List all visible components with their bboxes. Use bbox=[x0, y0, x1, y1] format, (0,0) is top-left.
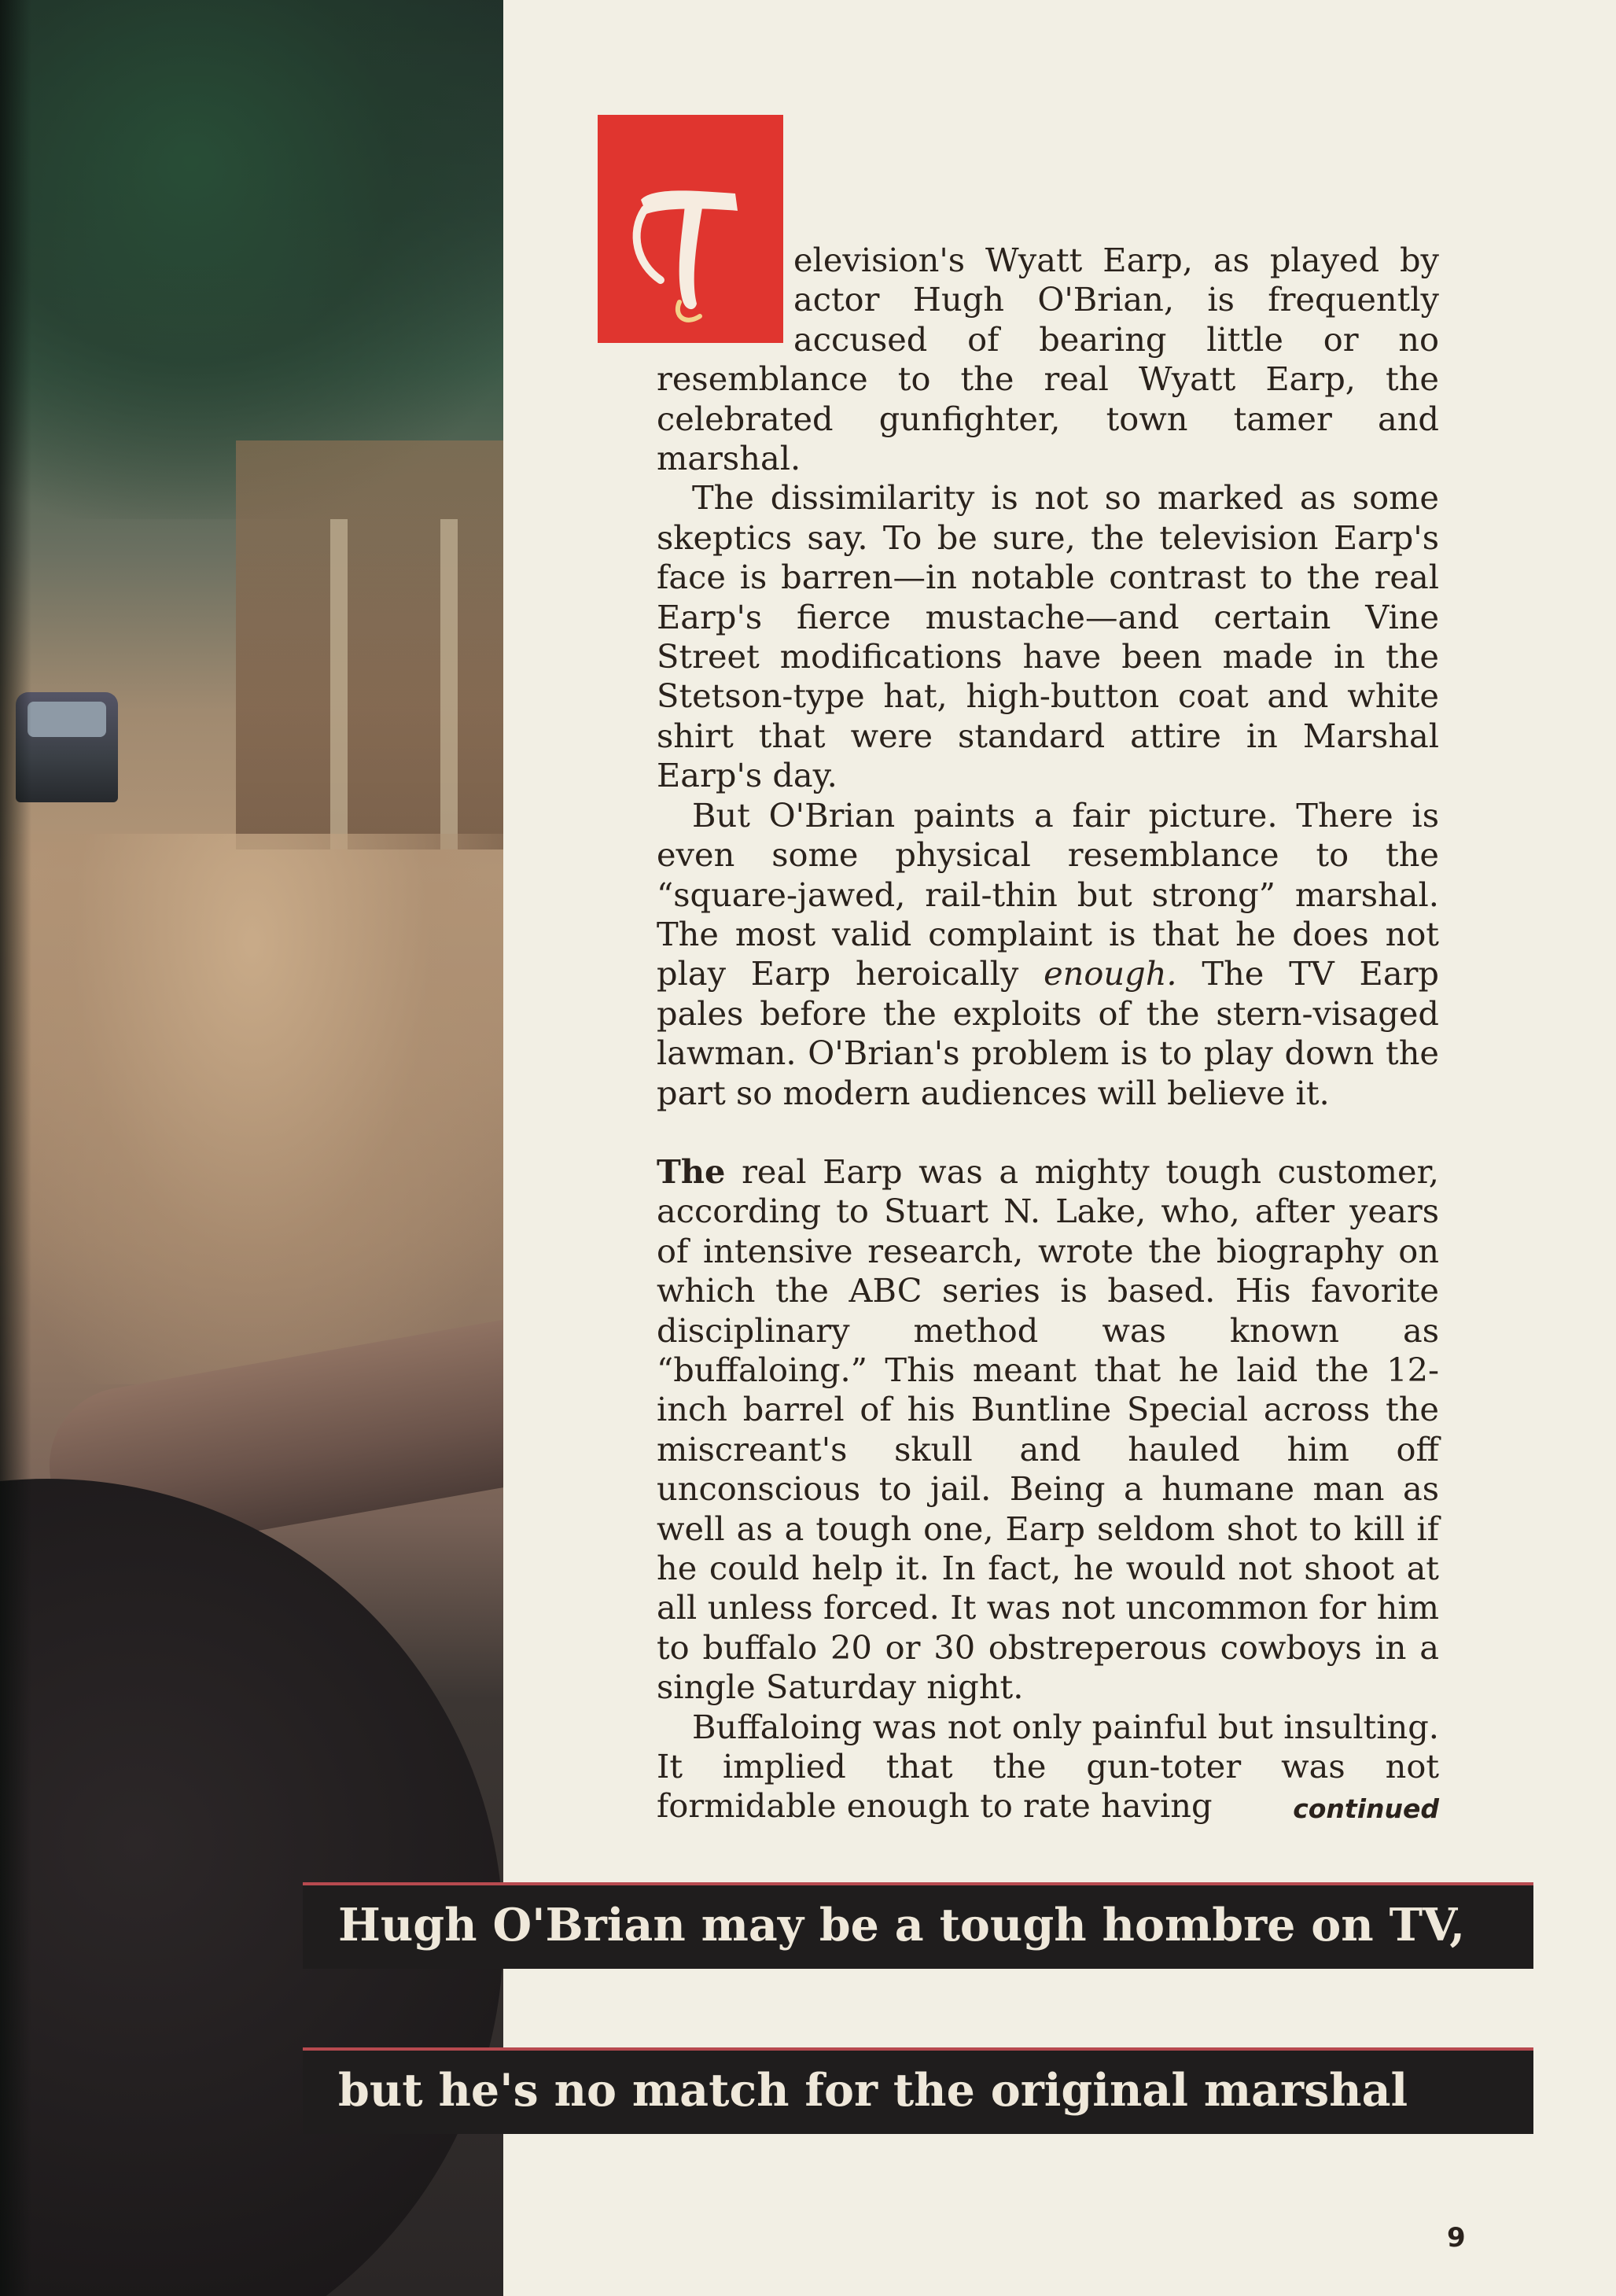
photo-street bbox=[0, 834, 503, 1384]
article-paragraph: The real Earp was a mighty tough customer, according to Stuart N. Lake, who, after years of intensive research, wrote the biography on which the ABC series is based. His favorite disciplinary method was known as “buffaloing.” This meant that he laid the 12-inch barrel of his Buntline Special across the miscreant's skull and hauled him off unconscious to jail. Being a humane man as well as a tough one, Earp seldom shot to kill if he could help it. In fact, he would not shoot at all unless forced. It was not uncommon for him to buffalo 20 or 30 obstreperous cowboys in a single Saturday night. bbox=[657, 1152, 1439, 1707]
article-paragraph: The dissimilarity is not so marked as some skeptics say. To be sure, the television Earp's face is barren—in notable contrast to the real Earp's fierce mustache—and certain Vine Street modifications have been made in the Stetson-type hat, high-button coat and white shirt that were standard attire in Marshal Earp's day. bbox=[657, 478, 1439, 795]
photo-post bbox=[440, 519, 458, 849]
article-paragraph: But O'Brian paints a fair picture. There is even some physical resemblance to the “square-jawed, rail-thin but strong” marshal. The most valid complaint is that he does not play Earp heroically enough. The TV Earp pales before the exploits of the stern-visaged lawman. O'Brian's problem is to play down the part so modern audiences will believe it. bbox=[657, 795, 1439, 1112]
page-number: 9 bbox=[1447, 2222, 1466, 2254]
article-paragraph: elevision's Wyatt Earp, as played by actor Hugh O'Brian, is frequently accused of bearing little or no resemblance to the real Wyatt Earp, the celebrated gunfighter, town tamer and marshal. bbox=[657, 241, 1439, 478]
photo-post bbox=[330, 519, 348, 849]
article-body bbox=[657, 241, 1439, 1830]
headline-line-1: Hugh O'Brian may be a tough hombre on TV, bbox=[303, 1882, 1533, 1969]
article-paragraph: Buffaloing was not only painful but insulting. It implied that the gun-toter was not formidable enough to rate having continued bbox=[657, 1708, 1439, 1826]
photo-buildings bbox=[236, 440, 503, 849]
continued-label: continued bbox=[1293, 1793, 1439, 1825]
photo-edge-shadow bbox=[0, 0, 31, 2296]
headline-line-2: but he's no match for the original marshal bbox=[303, 2047, 1533, 2134]
